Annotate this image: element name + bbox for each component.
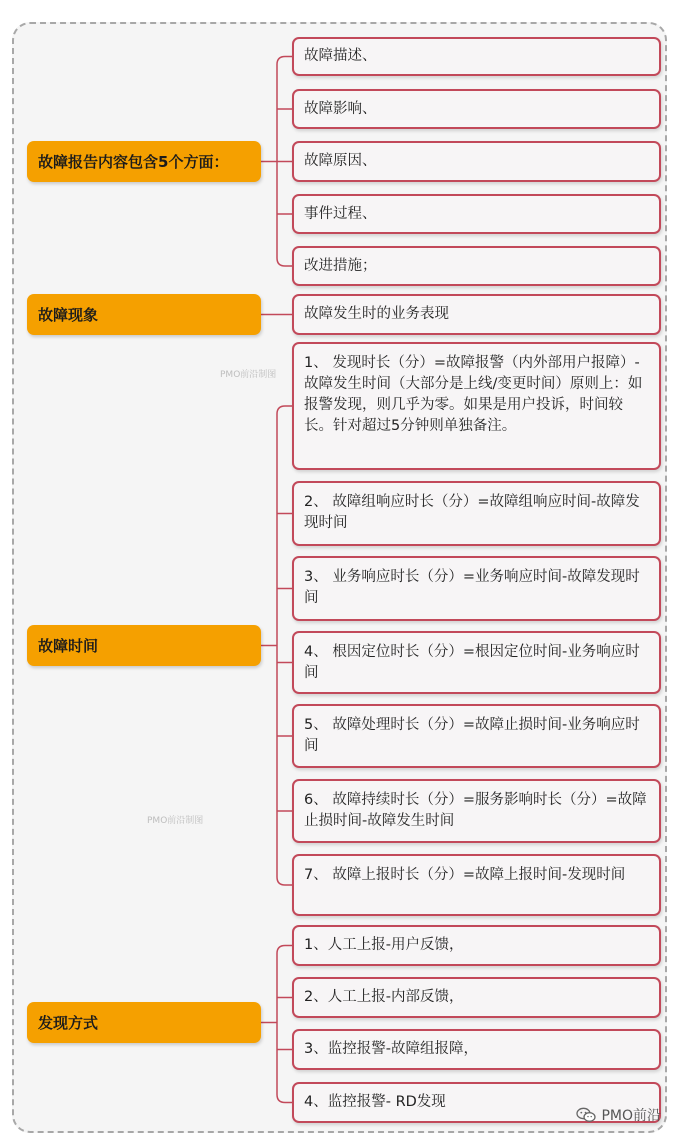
connector-line xyxy=(277,57,292,65)
watermark: PMO前沿制图 xyxy=(147,816,204,826)
item-event-process: 事件过程、 xyxy=(292,194,661,234)
watermark: PMO前沿制图 xyxy=(220,370,277,380)
category-fault-phenomenon: 故障现象 xyxy=(27,294,261,335)
connector-line xyxy=(277,258,292,266)
item-alert-rd: 4、监控报警- RD发现 xyxy=(292,1082,661,1123)
item-team-response-duration: 2、 故障组响应时长（分）=故障组响应时间-故障发现时间 xyxy=(292,481,661,546)
category-fault-time: 故障时间 xyxy=(27,625,261,666)
item-discovery-duration: 1、 发现时长（分）=故障报警（内外部用户报障）-故障发生时间（大部分是上线/变更时间）原则上：如报警发现，则几乎为零。如果是用户投诉，时间较长。针对超过5分钟则单独备注。 xyxy=(292,342,661,470)
item-fault-description: 故障描述、 xyxy=(292,37,661,76)
item-fault-cause: 故障原因、 xyxy=(292,141,661,182)
brand-mark xyxy=(576,1105,661,1125)
item-fault-impact: 故障影响、 xyxy=(292,89,661,129)
item-business-symptom: 故障发生时的业务表现 xyxy=(292,294,661,335)
item-handling-duration: 5、 故障处理时长（分）=故障止损时间-业务响应时间 xyxy=(292,704,661,768)
item-report-duration: 7、 故障上报时长（分）=故障上报时间-发现时间 xyxy=(292,854,661,916)
category-report-contents: 故障报告内容包含5个方面： xyxy=(27,141,261,182)
item-fault-lasting-duration: 6、 故障持续时长（分）=服务影响时长（分）=故障止损时间-故障发生时间 xyxy=(292,779,661,843)
wechat-icon xyxy=(576,1107,596,1123)
brand-text: PMO前沿 xyxy=(601,1108,661,1124)
item-alert-fault-team: 3、监控报警-故障组报障， xyxy=(292,1029,661,1070)
item-manual-user-feedback: 1、人工上报-用户反馈， xyxy=(292,925,661,966)
item-manual-internal-feedback: 2、人工上报-内部反馈， xyxy=(292,977,661,1018)
connector-line xyxy=(277,877,292,885)
connector-line xyxy=(277,1095,292,1103)
item-business-response-duration: 3、 业务响应时长（分）=业务响应时间-故障发现时间 xyxy=(292,556,661,621)
connector-line xyxy=(277,946,292,954)
item-root-cause-duration: 4、 根因定位时长（分）=根因定位时间-业务响应时间 xyxy=(292,631,661,694)
item-improvement-measures: 改进措施； xyxy=(292,246,661,286)
connector-line xyxy=(277,406,292,414)
category-discovery-method: 发现方式 xyxy=(27,1002,261,1043)
